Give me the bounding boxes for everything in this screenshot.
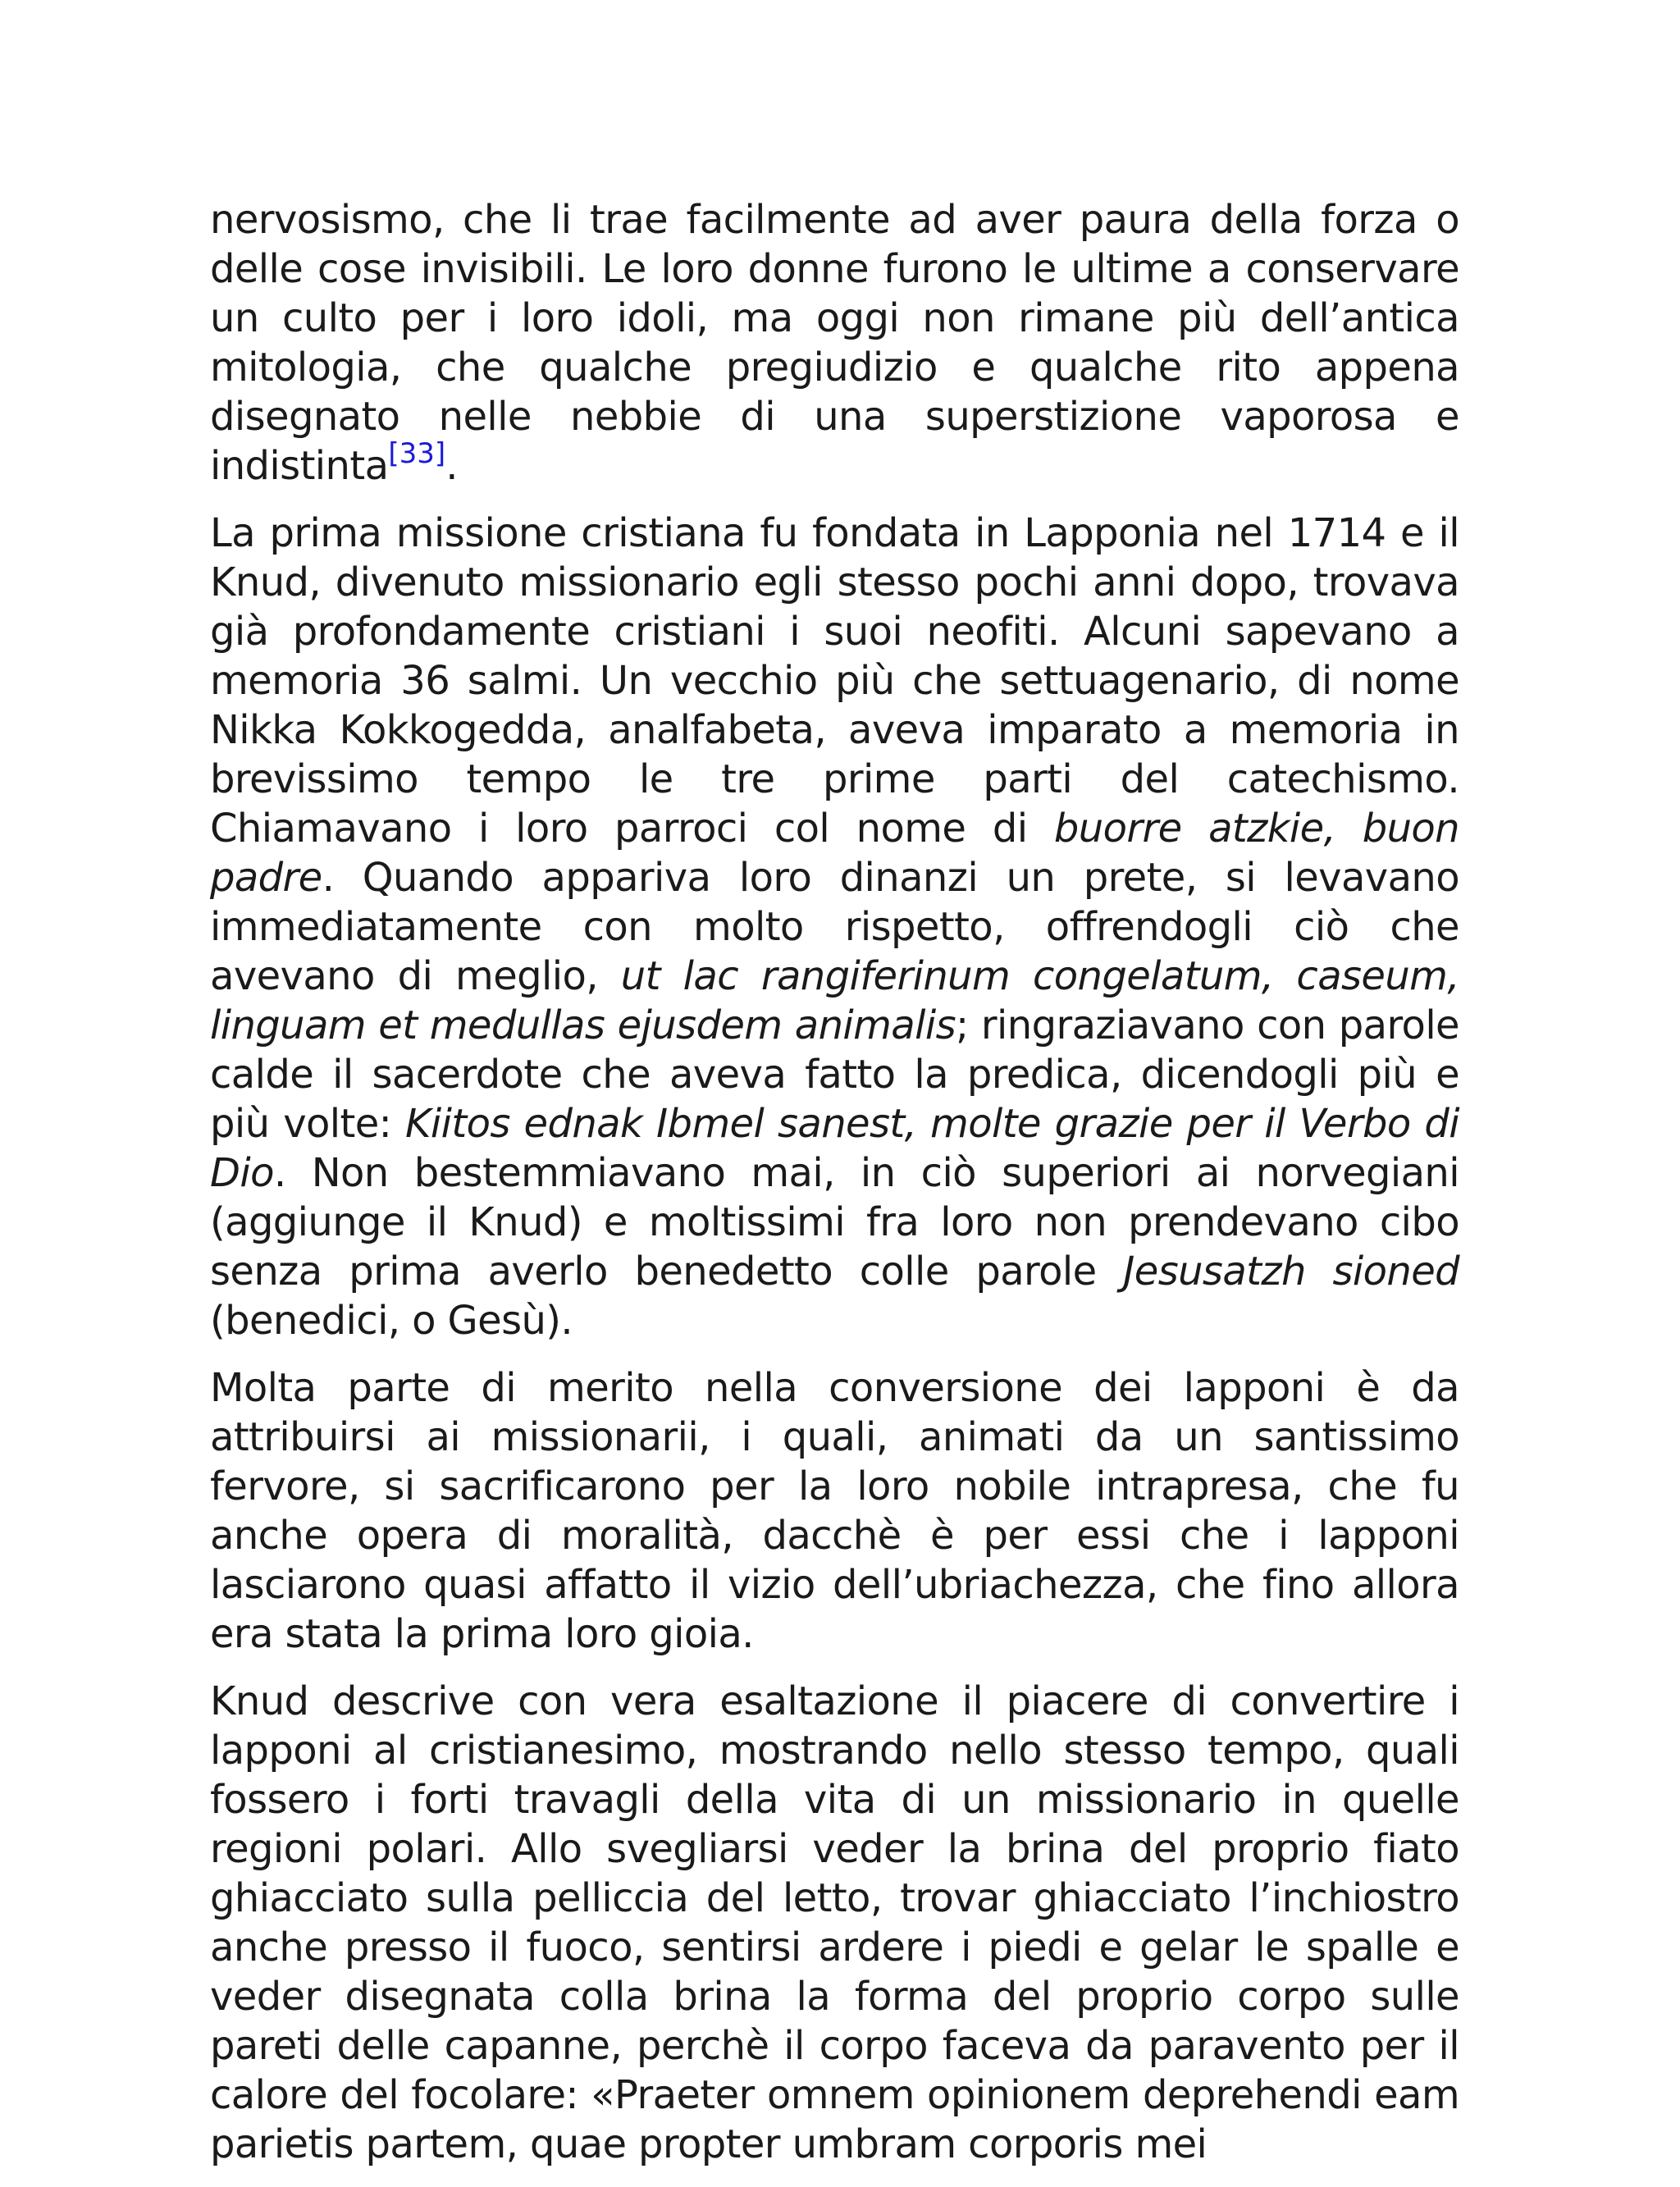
italic-phrase: Jesusatzh sioned (1123, 1249, 1459, 1294)
text-segment: Molta parte di merito nella conversione dei lapponi è da attribuirsi ai missionarii, i quali, animati da un santissimo fervore, si sacrificarono per la loro nobile intrapresa, che fu anche opera di moralità, dacchè è per essi che i lapponi lasciarono quasi affatto il vizio dell’ubriachezza, che fino allora era stata la prima loro gioia. (210, 1365, 1459, 1657)
document-body (210, 195, 1459, 2187)
text-segment: (benedici, o Gesù). (210, 1298, 573, 1344)
italic-phrase: Kiitos ednak Ibmel sanest, molte grazie per il Verbo di Dio (210, 1101, 1459, 1196)
italic-phrase: ut lac rangiferinum congelatum, caseum, linguam et medullas ejusdem animalis (210, 953, 1459, 1048)
paragraph-3 (210, 1363, 1459, 1659)
text-segment: Knud descrive con vera esaltazione il piacere di convertire i lapponi al cristianesimo, mostrando nello stesso tempo, quali fossero i forti travagli della vita di un missionario in quelle regioni polari. Allo svegliarsi veder la brina del proprio fiato ghiacciato sulla pelliccia del letto, trovar ghiacciato l’inchiostro anche presso il fuoco, sentirsi ardere i piedi e gelar le spalle e veder disegnata colla brina la forma del proprio corpo sulle pareti delle capanne, perchè il corpo faceva da paravento per il calore del focolare: «Praeter omnem opinionem deprehendi eam parietis partem, quae propter umbram corporis mei (210, 1678, 1459, 2167)
paragraph-1 (210, 195, 1459, 491)
text-segment: ; ringraziavano con parole calde il sacerdote che aveva fatto la predica, dicendogli più e più volte: (210, 1002, 1459, 1147)
italic-phrase: buorre atzkie, buon padre (210, 806, 1459, 901)
text-segment: . Non bestemmiavano mai, in ciò superiori ai norvegiani (aggiunge il Knud) e moltissimi fra loro non prendevano cibo senza prima averlo benedetto colle parole (210, 1150, 1459, 1294)
paragraph-2 (210, 509, 1459, 1345)
text-segment: . Quando appariva loro dinanzi un prete, si levavano immediatamente con molto rispetto, offrendogli ciò che avevano di meglio, (210, 855, 1459, 999)
text-segment: . (445, 443, 458, 489)
paragraph-4 (210, 1677, 1459, 2169)
text-segment: La prima missione cristiana fu fondata in Lapponia nel 1714 e il Knud, divenuto missionario egli stesso pochi anni dopo, trovava già profondamente cristiani i suoi neofiti. Alcuni sapevano a memoria 36 salmi. Un vecchio più che settuagenario, di nome Nikka Kokkogedda, analfabeta, aveva imparato a memoria in brevissimo tempo le tre prime parti del catechismo. Chiamavano i loro parroci col nome di (210, 510, 1459, 852)
text-segment: nervosismo, che li trae facilmente ad aver paura della forza o delle cose invisibili. Le loro donne furono le ultime a conservare un culto per i loro idoli, ma oggi non rimane più dell’antica mitologia, che qualche pregiudizio e qualche rito appena disegnato nelle nebbie di una superstizione vaporosa e indistinta (210, 197, 1459, 489)
footnote-link-33[interactable]: [33] (388, 437, 446, 470)
